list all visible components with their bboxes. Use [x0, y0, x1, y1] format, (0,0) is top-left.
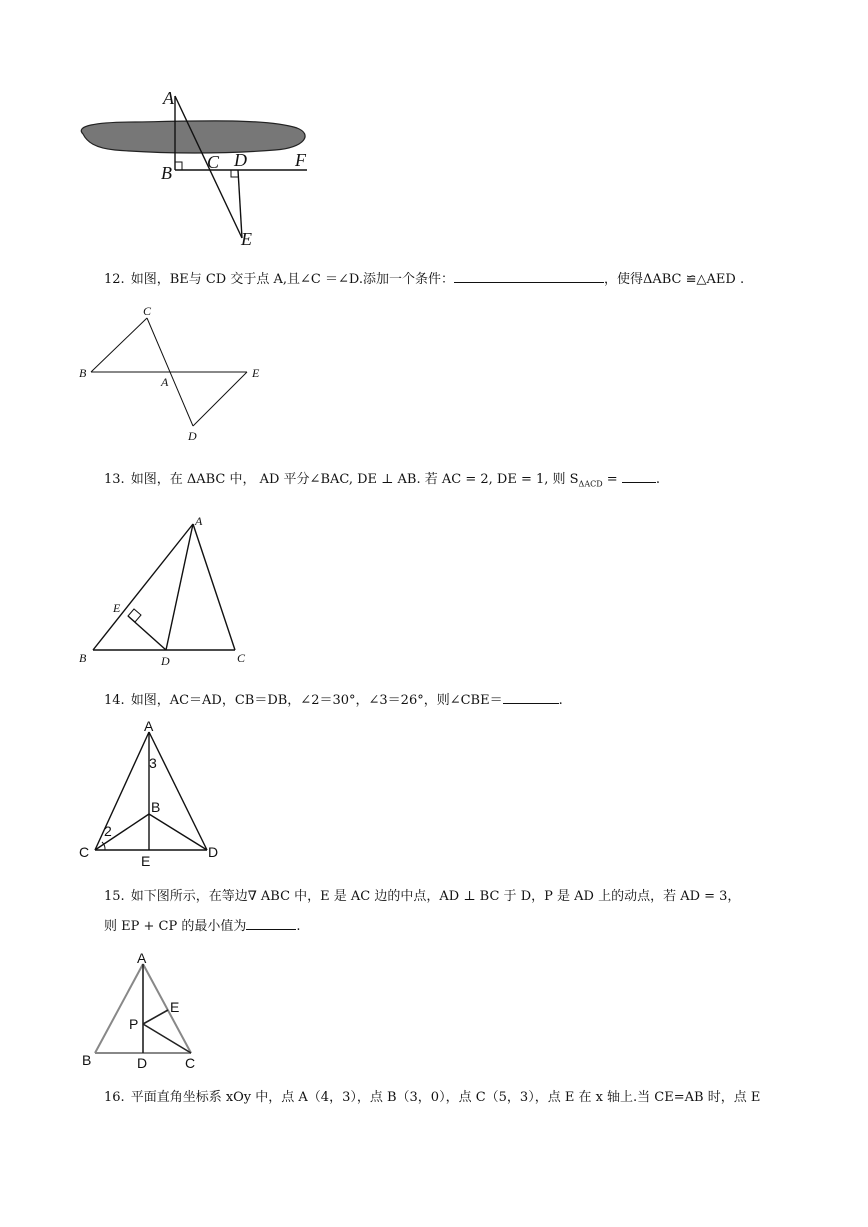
label-D: D: [234, 150, 247, 170]
equals-sign: =: [602, 472, 622, 487]
line-AC: [143, 964, 191, 1053]
problem-number: 16.: [104, 1090, 125, 1105]
area-subscript: ΔACD: [578, 479, 603, 489]
problem-text-end: .: [296, 919, 301, 934]
label-E: E: [141, 853, 151, 869]
problem-number: 12.: [104, 272, 125, 287]
problem-text-2: 则 EP + CP 的最小值为: [104, 919, 247, 934]
problem-text: 如图，在 ΔABC 中， AD 平分∠BAC, DE ⊥ AB. 若 AC = 2, DE = 1, 则 S: [130, 472, 579, 487]
answer-blank[interactable]: [622, 468, 656, 483]
label-E: E: [170, 999, 180, 1015]
label-A: A: [195, 514, 203, 528]
problem-13: [104, 468, 804, 497]
label-B: B: [79, 366, 87, 380]
label-B: B: [151, 799, 161, 815]
label-A: A: [144, 718, 154, 734]
problem-16: [104, 1086, 804, 1110]
right-angle-B: [175, 162, 182, 170]
problem-line-2: [104, 912, 804, 942]
problem-text: 如下图所示，在等边∇ ABC 中，E 是 AC 边的中点，AD ⊥ BC 于 D，P 是 AD 上的动点，若 AD = 3，: [130, 889, 741, 904]
line-DE: [238, 170, 242, 238]
label-E: E: [241, 229, 252, 249]
answer-blank[interactable]: [246, 915, 296, 930]
problem-text-end: .: [655, 472, 660, 487]
label-A: A: [137, 950, 147, 966]
problem-number: 15.: [104, 889, 125, 904]
problem-text: 平面直角坐标系 xOy 中，点 A（4，3），点 B（3，0），点 C（5，3），点 E 在 x 轴上.当 CE=AB 时，点 E: [130, 1090, 761, 1105]
answer-blank[interactable]: [454, 268, 604, 283]
problem-text-end: ，使得ΔABC ≌△AED .: [603, 272, 745, 287]
label-D: D: [161, 654, 170, 668]
label-2: 2: [104, 823, 112, 839]
label-D: D: [188, 429, 197, 443]
label-C: C: [143, 304, 152, 318]
figure-14: [75, 720, 235, 870]
line-AD: [166, 524, 193, 650]
line-AB: [95, 964, 143, 1053]
label-D: D: [137, 1055, 148, 1071]
line-AB: [93, 524, 193, 650]
problem-15: [104, 882, 804, 942]
problem-text-end: .: [558, 693, 563, 708]
right-angle-D: [231, 170, 238, 177]
label-P: P: [129, 1016, 139, 1032]
label-C: C: [185, 1055, 196, 1071]
problem-14: [104, 689, 804, 713]
label-E: E: [252, 366, 260, 380]
label-C: C: [79, 844, 90, 860]
problem-text: 如图，BE与 CD 交于点 A,且∠C ＝∠D.添加一个条件：: [130, 272, 454, 287]
label-A: A: [161, 375, 169, 389]
lake-shape: [81, 121, 305, 153]
problem-number: 13.: [104, 472, 125, 487]
line-AC: [193, 524, 235, 650]
right-angle-E: [128, 609, 141, 622]
label-B: B: [82, 1052, 92, 1068]
line-PE: [143, 1010, 168, 1024]
figure-12: [75, 302, 275, 442]
problem-12: [104, 268, 804, 292]
label-C: C: [207, 152, 220, 172]
problem-number: 14.: [104, 693, 125, 708]
line-BC: [91, 318, 147, 372]
answer-blank[interactable]: [503, 689, 559, 704]
label-A: A: [163, 88, 174, 108]
figure-13: [75, 508, 275, 668]
label-C: C: [237, 651, 246, 665]
label-F: F: [295, 150, 306, 170]
label-B: B: [161, 163, 172, 183]
label-3: 3: [149, 755, 157, 771]
figure-15: [75, 950, 235, 1080]
problem-line-1: [104, 882, 804, 912]
label-B: B: [79, 651, 87, 665]
label-E: E: [113, 601, 121, 615]
problem-text: 如图，AC＝AD，CB＝DB，∠2＝30°，∠3＝26°，则∠CBE＝: [130, 693, 503, 708]
label-D: D: [208, 844, 219, 860]
figure-11: [75, 88, 335, 258]
line-DE: [193, 372, 247, 426]
